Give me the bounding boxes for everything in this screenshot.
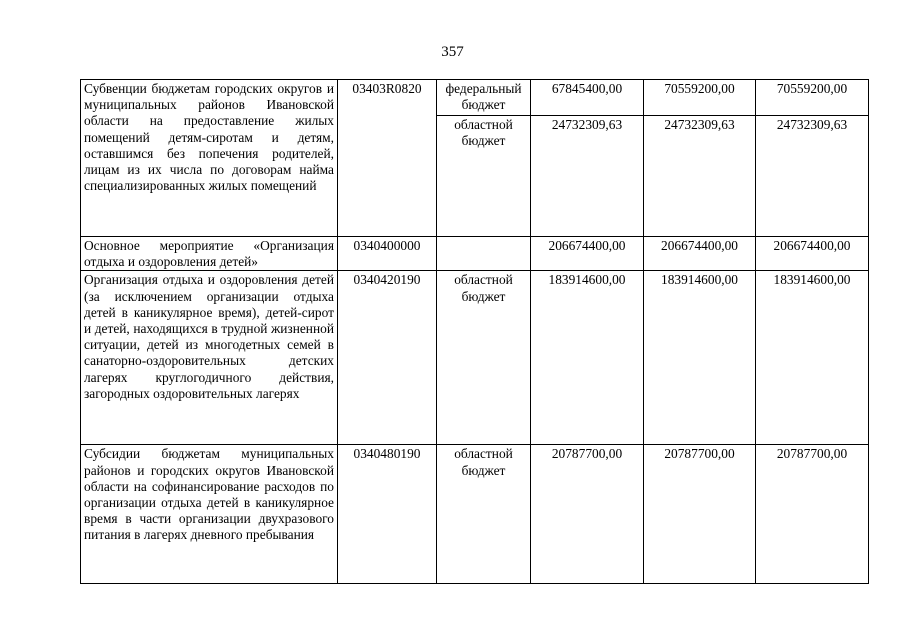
row-code: 0340420190 — [338, 271, 437, 445]
row-code: 0340480190 — [338, 445, 437, 584]
table-row — [81, 445, 869, 584]
row-source: федеральный бюджет — [437, 80, 531, 116]
row-source: областной бюджет — [437, 116, 531, 237]
row-value-3: 70559200,00 — [756, 80, 869, 116]
row-value-3: 24732309,63 — [756, 116, 869, 237]
row-value-2: 20787700,00 — [644, 445, 756, 584]
row-value-2: 24732309,63 — [644, 116, 756, 237]
row-value-1: 206674400,00 — [531, 237, 644, 271]
row-code: 0340400000 — [338, 237, 437, 271]
row-value-1: 20787700,00 — [531, 445, 644, 584]
row-value-1: 183914600,00 — [531, 271, 644, 445]
page-number: 357 — [441, 44, 464, 60]
row-source — [437, 237, 531, 271]
table-row — [81, 271, 869, 445]
row-value-3: 206674400,00 — [756, 237, 869, 271]
row-value-1: 24732309,63 — [531, 116, 644, 237]
row-source: областной бюджет — [437, 445, 531, 584]
row-code: 03403R0820 — [338, 80, 437, 237]
budget-table — [80, 79, 869, 584]
table-row — [81, 237, 869, 271]
row-name: Основное мероприятие «Организация отдыха и оздоровления детей» — [81, 237, 338, 271]
row-name: Организация отдыха и оздоровления детей (за исключением организации отдыха детей в каникулярное время), детей-сирот и детей, находящихся в трудной жизненной ситуации, детей из многодетных семей в санаторно-оздоровительных детских лагерях круглогодичного действия, загородных оздоровительных лагерях — [81, 271, 338, 445]
row-value-3: 20787700,00 — [756, 445, 869, 584]
row-value-1: 67845400,00 — [531, 80, 644, 116]
table-row — [81, 80, 869, 116]
row-value-2: 183914600,00 — [644, 271, 756, 445]
row-source: областной бюджет — [437, 271, 531, 445]
row-value-3: 183914600,00 — [756, 271, 869, 445]
row-value-2: 70559200,00 — [644, 80, 756, 116]
row-value-2: 206674400,00 — [644, 237, 756, 271]
row-name: Субсидии бюджетам муниципальных районов и городских округов Ивановской области на софинансирование расходов по организации отдыха детей в каникулярное время в части организации двухразового питания в лагерях дневного пребывания — [81, 445, 338, 584]
row-name: Субвенции бюджетам городских округов и муниципальных районов Ивановской области на предоставление жилых помещений детям-сиротам и детям, оставшимся без попечения родителей, лицам из их числа по договорам найма специализированных жилых помещений — [81, 80, 338, 237]
